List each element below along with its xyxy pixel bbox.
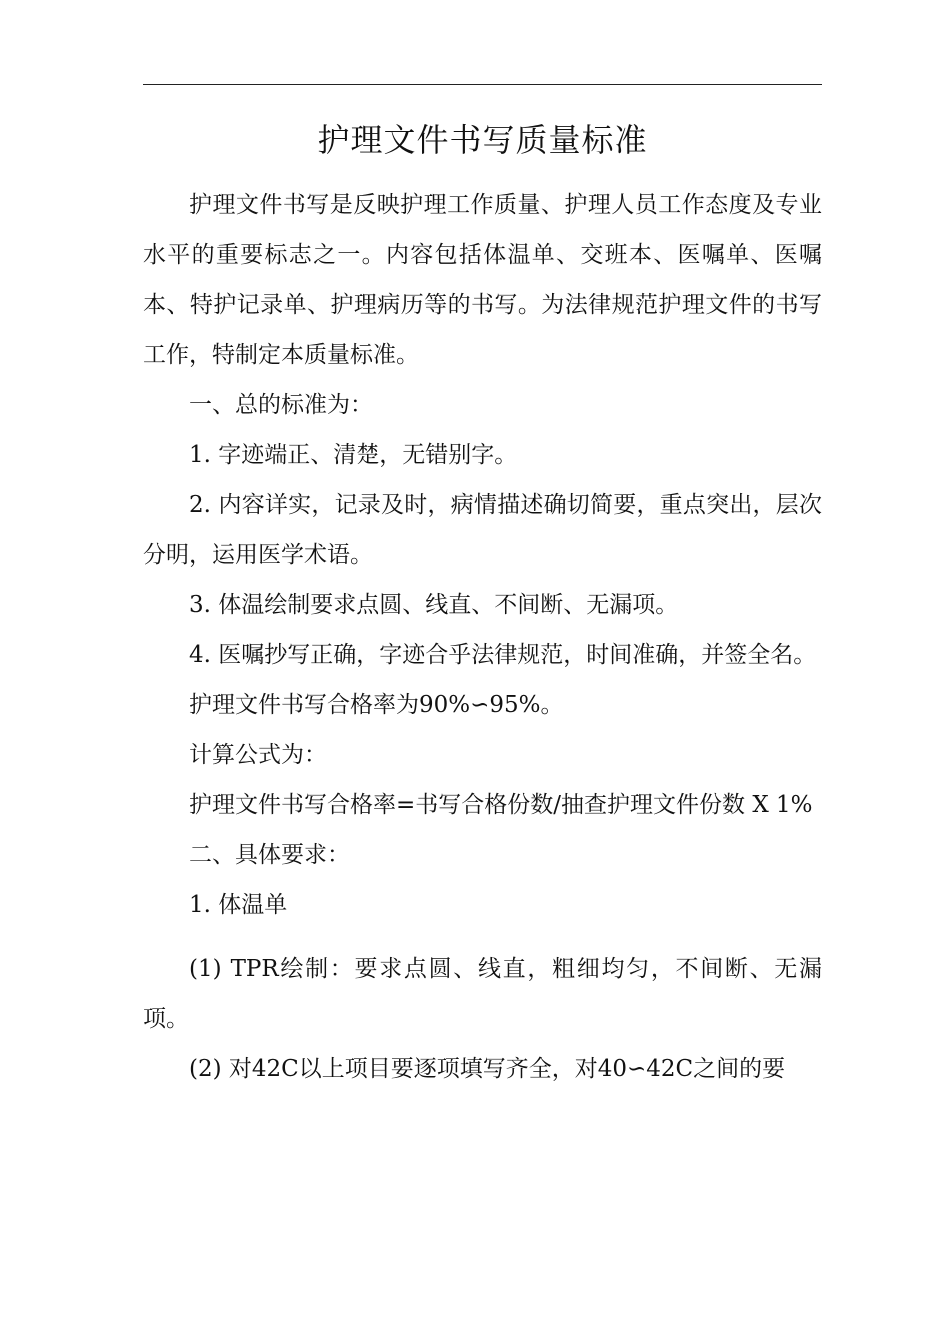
section-heading-general: 一、总的标准为： (189, 392, 373, 418)
document-title: 护理文件书写质量标准 (317, 121, 648, 159)
temperature-item-1: (1) TPR绘制：要求点圆、线直，粗细均匀，不间断、无漏项。 (143, 956, 822, 1032)
general-item-4: 4. 医嘱抄写正确，字迹合乎法律规范，时间准确，并签全名。 (189, 642, 817, 668)
section-heading-specific: 二、具体要求： (189, 842, 350, 868)
general-item-1: 1. 字迹端正、清楚，无错别字。 (189, 442, 518, 468)
formula-paragraph: 护理文件书写合格率=书写合格份数/抽查护理文件份数 X 1% (189, 792, 813, 818)
intro-paragraph: 护理文件书写是反映护理工作质量、护理人员工作态度及专业水平的重要标志之一。内容包括体温单、交班本、医嘱单、医嘱本、特护记录单、护理病历等的书写。为法律规范护理文件的书写工作，特制定本质量标准。 (143, 192, 822, 368)
formula-label: 计算公式为： (189, 742, 327, 768)
general-item-3: 3. 体温绘制要求点圆、线直、不间断、无漏项。 (189, 592, 679, 618)
header-rule (143, 84, 822, 85)
subsection-temperature-chart: 1. 体温单 (189, 892, 288, 918)
document-body (143, 180, 822, 1094)
pass-rate-paragraph: 护理文件书写合格率为90%∽95%。 (189, 692, 564, 718)
temperature-item-2: (2) 对42C以上项目要逐项填写齐全，对40∽42C之间的要 (189, 1056, 786, 1082)
general-item-2: 2. 内容详实，记录及时，病情描述确切简要，重点突出，层次分明，运用医学术语。 (143, 492, 822, 568)
